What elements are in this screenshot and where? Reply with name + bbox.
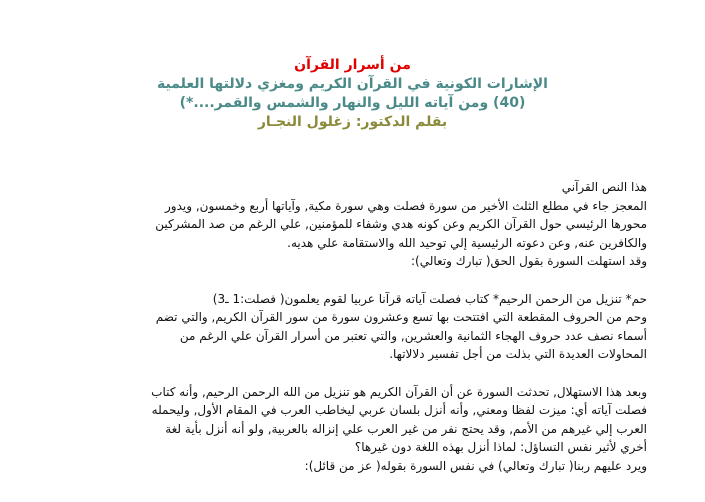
text-line: وقد استهلت السورة بقول الحق( تبارك وتعالي):: [410, 254, 647, 268]
article-title-line-1: الإشارات الكونية في القرآن الكريم ومغزي دلالتها العلمية: [157, 76, 548, 92]
article-header: [0, 56, 705, 132]
text-line: ويرد عليهم ربنا( تبارك وتعالي) في نفس السورة بقوله( عز من قائل):: [304, 458, 647, 473]
paragraph-spacer: [99, 271, 647, 290]
text-line: هذا النص القرآني: [561, 180, 647, 194]
paragraph-verse: [99, 290, 647, 364]
text-line: المحاولات العديدة التي بذلت من أجل تفسير دلالاتها.: [389, 347, 647, 361]
text-line: أسماء نصف عدد حروف الهجاء الثمانية والعشرين, والتي تعتبر من أسرار القرآن علي الرغم من: [179, 328, 647, 343]
text-line: أخري لأثير نفس التساؤل: لماذا أنزل بهذه اللغة دون غيرها؟: [354, 440, 647, 454]
paragraph-spacer: [99, 364, 647, 383]
article-title-line-2: (40) ومن آياته الليل والنهار والشمس والقمر....*): [179, 95, 526, 111]
paragraph-discussion: [99, 383, 647, 476]
article-author: بقلم الدكتور: زغلول النجـار: [257, 114, 448, 130]
text-line: حم* تنزيل من الرحمن الرحيم* كتاب فصلت آياته قرآنا عربيا لقوم يعلمون( فصلت:1 ـ3): [212, 291, 647, 306]
text-line: محورها الرئيسي حول القرآن الكريم وعن كونه هدي وشفاء للمؤمنين, علي الرغم من صد المشركين: [155, 217, 647, 231]
text-line: وبعد هذا الاستهلال, تحدثت السورة عن أن القرآن الكريم هو تنزيل من الله الرحمن الرحيم, وأنه كتاب: [151, 384, 647, 399]
series-title: من أسرار القرآن: [294, 57, 411, 73]
article-body: [99, 178, 647, 475]
paragraph-intro: [99, 178, 647, 271]
text-line: العرب إلي غيرهم من الأمم, وقد يحتج نفر من غير العرب علي إنزاله بالعربية, ولو أنه أنزل بأية لغة: [165, 421, 647, 436]
text-line: فصلت آياته أي: ميزت لفظا ومعني, وأنه أنزل بلسان عربي ليخاطب العرب في المقام الأول, وليحمله: [151, 403, 647, 417]
text-line: وحم من الحروف المقطعة التي افتتحت بها تسع وعشرون سورة من سور القرآن الكريم, والتي تضم: [155, 310, 647, 324]
text-line: والكافرين عنه, وعن دعوته الرئيسية إلي توحيد الله والاستقامة علي هديه.: [287, 235, 647, 250]
text-line: المعجز جاء في مطلع الثلث الأخير من سورة فصلت وهي سورة مكية, وآياتها أربع وخمسون, ويدور: [165, 198, 647, 213]
